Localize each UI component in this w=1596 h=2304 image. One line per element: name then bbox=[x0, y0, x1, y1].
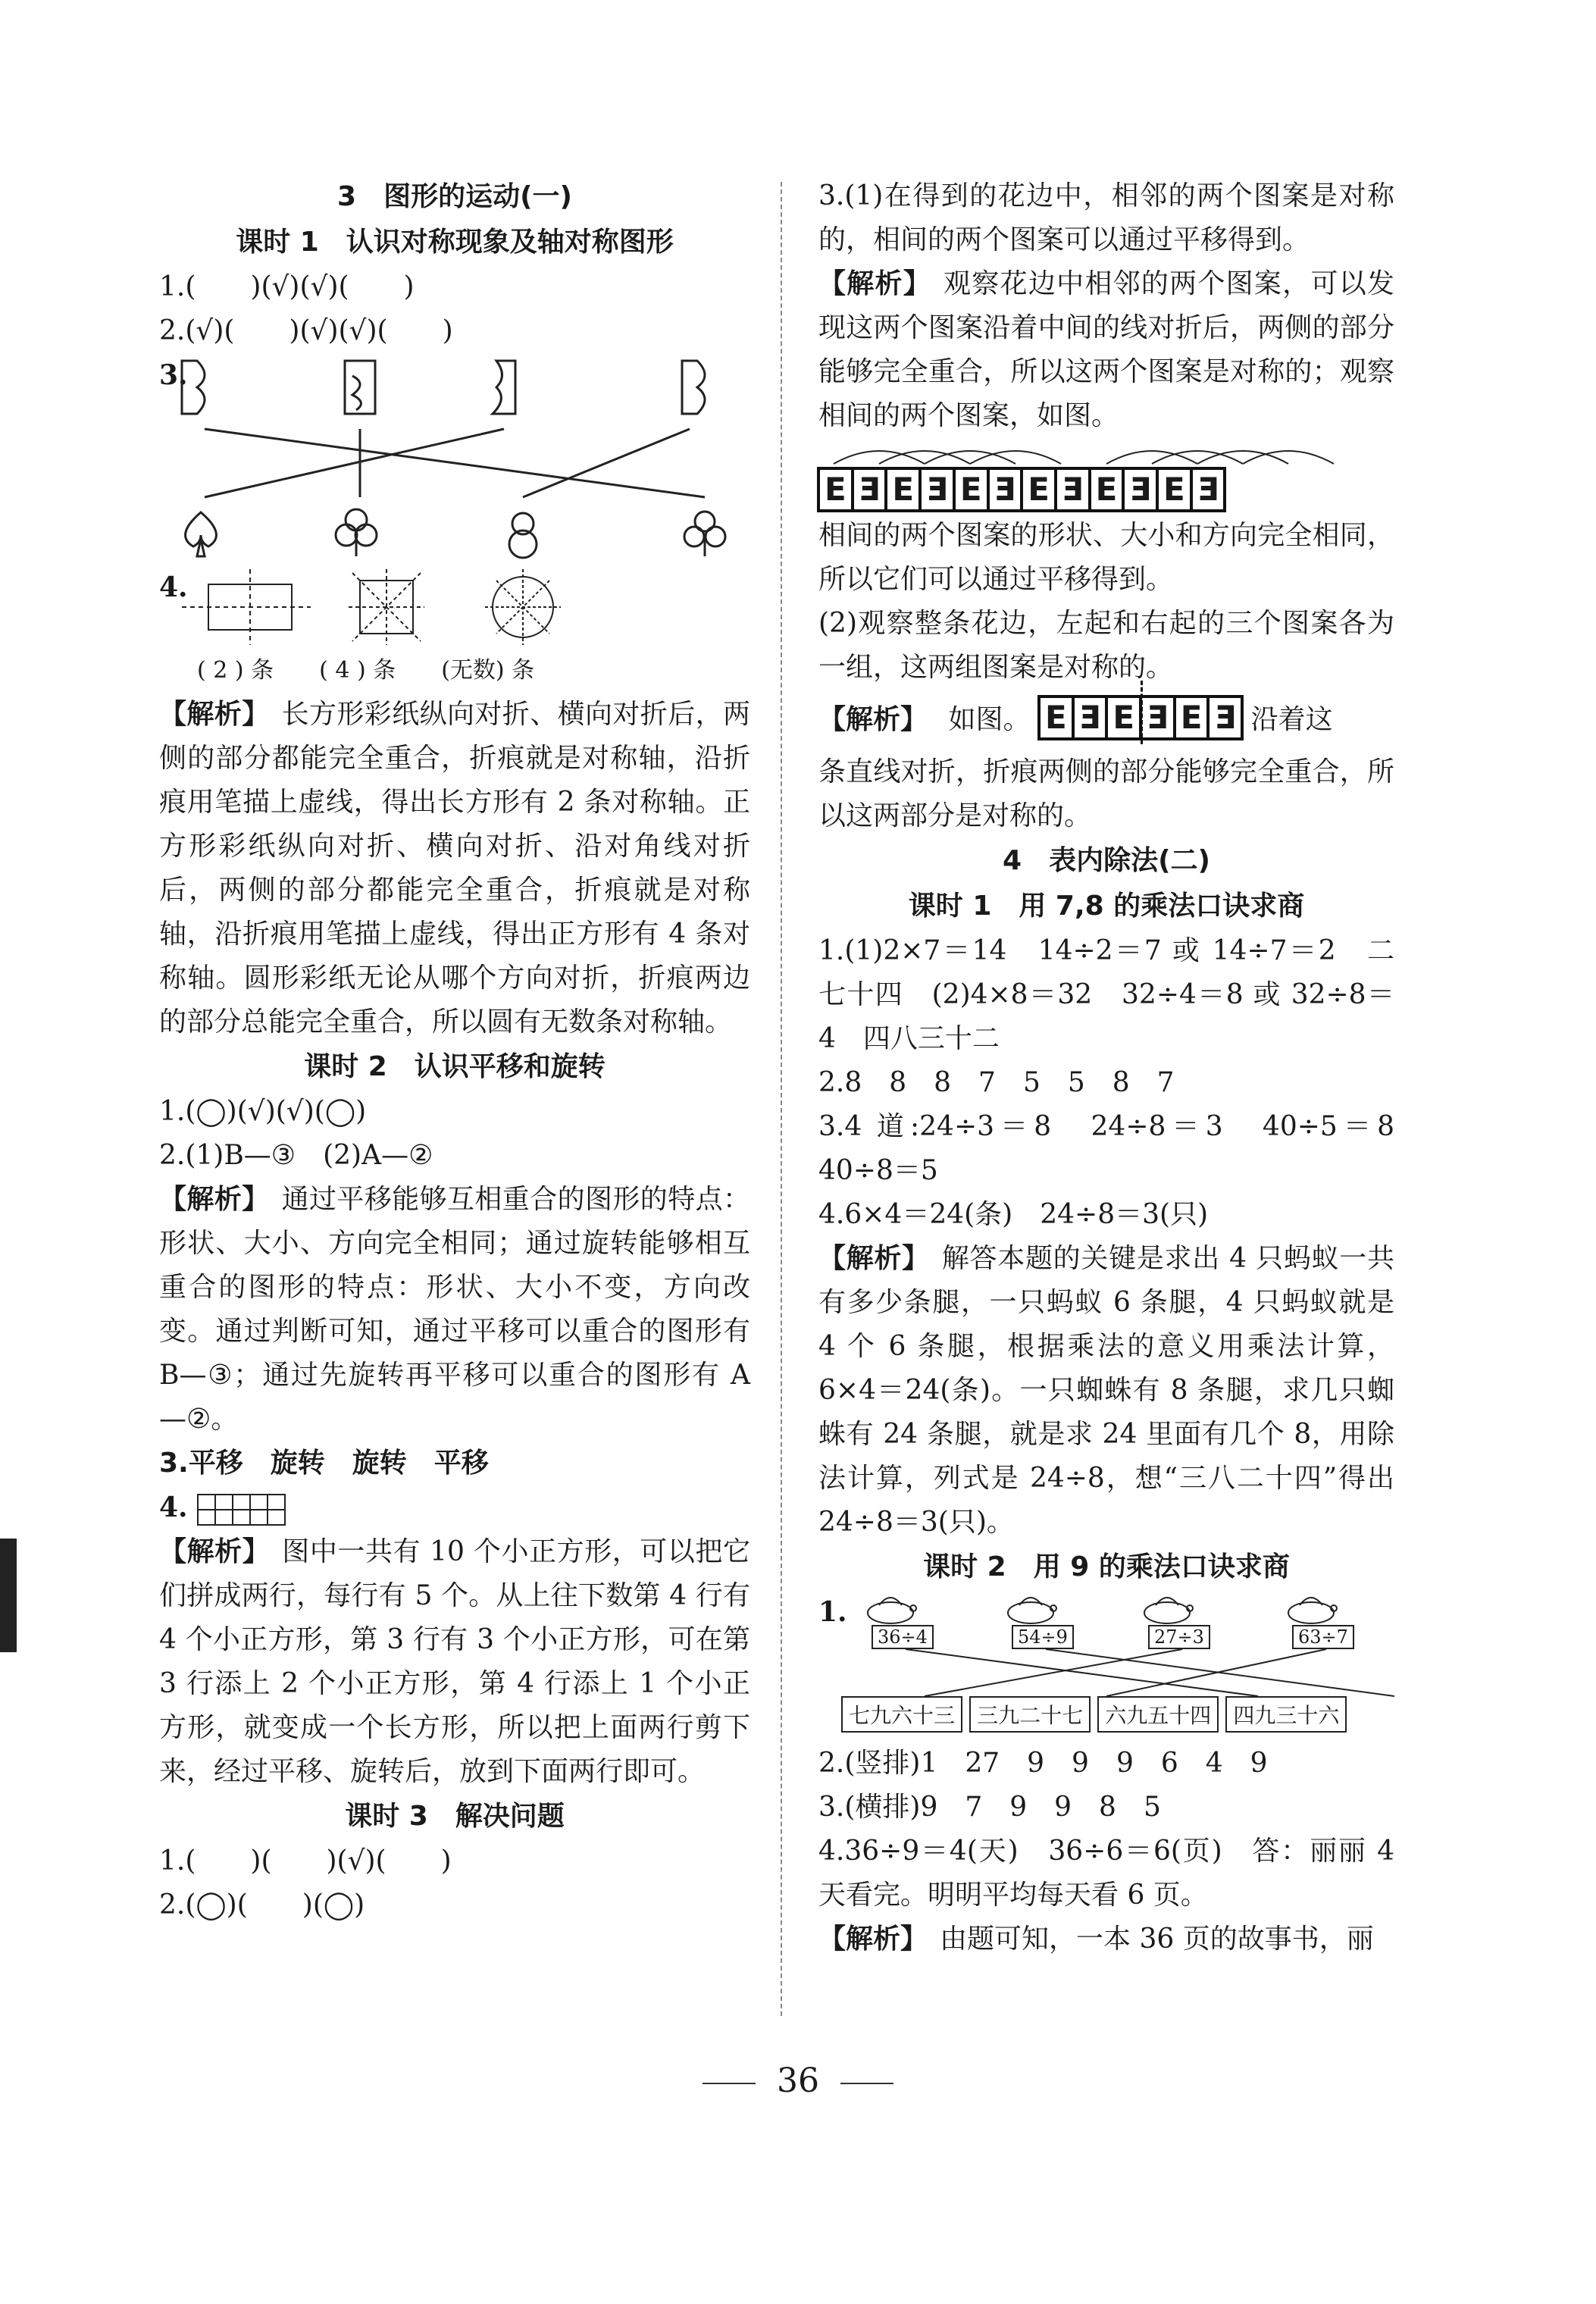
l2-q1: 1.(◯)(√)(√)(◯) bbox=[159, 1096, 367, 1127]
bird-matching-figure bbox=[818, 1590, 1394, 1742]
e-pattern-cell: E bbox=[884, 467, 922, 512]
scan-ink-mark bbox=[0, 1539, 17, 1652]
e-pattern-cell: Ǝ bbox=[1206, 695, 1244, 740]
r-analysis-2 bbox=[818, 690, 1394, 750]
analysis-tag: 【解析】 bbox=[159, 699, 270, 730]
analysis-tag: 【解析】 bbox=[818, 1243, 930, 1274]
answer-box-4: 四九三十六 bbox=[1225, 1696, 1347, 1733]
answer-box-2: 三九二十七 bbox=[969, 1696, 1091, 1733]
l2-analysis bbox=[159, 1178, 750, 1442]
e-pattern-figure bbox=[818, 438, 1394, 514]
e-pattern-row bbox=[818, 467, 1225, 512]
r-l2-q2: 2.(竖排)1 27 9 9 9 6 4 9 bbox=[818, 1748, 1268, 1779]
analysis-tag: 【解析】 bbox=[159, 1536, 271, 1567]
l2-analysis-2 bbox=[159, 1530, 750, 1794]
answer-box-1: 七九六十三 bbox=[841, 1696, 962, 1733]
r-analysis-1-text: 观察花边中相邻的两个图案，可以发现这两个图案沿着中间的线对折后，两侧的部分能够完全重合，所以这两个图案是对称的；观察相间的两个图案，如图。 bbox=[818, 268, 1394, 431]
l1-analysis-text: 长方形彩纸纵向对折、横向对折后，两侧的部分都能完全重合，折痕就是对称轴，沿折痕用笔描上虚线，得出长方形有 2 条对称轴。正方形彩纸纵向对折、横向对折、沿对角线对折后，两侧的部分都能完全重合，折痕就是对称轴，沿折痕用笔描上虚线，得出正方形有 4 条对称轴。圆形彩纸无论从哪个方向对折，折痕两边的部分总能完全重合，所以圆有无数条对称轴。 bbox=[159, 699, 750, 1038]
half-shape-1 bbox=[182, 361, 205, 414]
e-pattern-cell: E bbox=[953, 467, 990, 512]
l2-analysis-2-text: 图中一共有 10 个小正方形，可以把它们拼成两行，每行有 5 个。从上往下数第 4 行有 4 个小正方形，第 3 行有 3 个小正方形，可在第 3 行添上 2 个小正方形，第 4 行添上 1 个小正方形，就变成一个长方形，所以把上面两行剪下来，经过平移、旋转后，放到下面两行即可。 bbox=[159, 1536, 750, 1787]
e-pattern-cell: E bbox=[1088, 467, 1125, 512]
axis-shapes bbox=[159, 565, 750, 649]
e-pattern-cell: Ǝ bbox=[1054, 467, 1091, 512]
bird-icon bbox=[1288, 1598, 1337, 1623]
e-pattern-cell: E bbox=[817, 467, 854, 512]
r-l1-q4: 4.6×4＝24(条) 24÷8＝3(只) bbox=[818, 1199, 1209, 1230]
translation-arcs bbox=[818, 438, 1394, 465]
right-column bbox=[818, 174, 1422, 1961]
l2-q3: 3.平移 旋转 旋转 平移 bbox=[159, 1448, 489, 1479]
e-pattern-row-2 bbox=[1039, 690, 1242, 750]
bird-icon bbox=[1144, 1598, 1193, 1623]
r-analysis-3 bbox=[818, 1237, 1394, 1545]
analysis-tag: 【解析】 bbox=[818, 1924, 928, 1955]
r-l2-q4: 4.36÷9＝4(天) 36÷6＝6(页) 答：丽丽 4 天看完。明明平均每天看 6 页。 bbox=[818, 1836, 1394, 1911]
l2-q4 bbox=[159, 1485, 750, 1530]
symmetry-axis bbox=[1141, 681, 1143, 744]
bird-label-3: 27÷3 bbox=[1148, 1625, 1210, 1649]
half-shape-3 bbox=[493, 361, 515, 414]
page-rule-right bbox=[840, 2083, 893, 2084]
e-pattern-cell: E bbox=[1105, 695, 1142, 740]
e-pattern-cell: E bbox=[1037, 695, 1075, 740]
r-analysis-4 bbox=[818, 1917, 1394, 1961]
e-pattern-cell: Ǝ bbox=[1190, 467, 1227, 512]
l1-q2: 2.(√)( )(√)(√)( ) bbox=[159, 315, 453, 346]
l2-q2: 2.(1)B—③ (2)A—② bbox=[159, 1140, 433, 1171]
bird-label-1: 36÷4 bbox=[872, 1625, 934, 1649]
bird-label-4: 63÷7 bbox=[1292, 1625, 1354, 1649]
symmetry-figure bbox=[159, 565, 750, 649]
lesson-3-title: 课时 3 解决问题 bbox=[345, 1801, 565, 1832]
r-analysis-2-post: 沿着这 bbox=[1250, 704, 1333, 735]
l2-q4-num: 4. bbox=[159, 1492, 188, 1523]
matching-lines bbox=[159, 353, 750, 565]
e-pattern-cell: Ǝ bbox=[1122, 467, 1159, 512]
e-pattern-cell: Ǝ bbox=[918, 467, 956, 512]
bird-label-2: 54÷9 bbox=[1012, 1625, 1074, 1649]
r-analysis-2b: 条直线对折，折痕两侧的部分能够完全重合，所以这两部分是对称的。 bbox=[818, 756, 1394, 831]
r-l1-q1: 1.(1)2×7＝14 14÷2＝7 或 14÷7＝2 二七十四 (2)4×8＝32 32÷4＝8 或 32÷8＝4 四八三十二 bbox=[818, 935, 1394, 1054]
r-l2-q3: 3.(横排)9 7 9 9 8 5 bbox=[818, 1792, 1161, 1823]
half-shape-2 bbox=[345, 361, 375, 414]
e-pattern-cell: Ǝ bbox=[1072, 695, 1109, 740]
answer-box-3: 六九五十四 bbox=[1097, 1696, 1219, 1733]
bird-icon bbox=[868, 1598, 916, 1623]
l1-q1: 1.( )(√)(√)( ) bbox=[159, 271, 415, 302]
r-q3-2: (2)观察整条花边，左起和右起的三个图案各为一组，这两组图案是对称的。 bbox=[818, 608, 1394, 683]
r-q3: 3.(1)在得到的花边中，相邻的两个图案是对称的，相间的两个图案可以通过平移得到。 bbox=[818, 180, 1394, 255]
e-pattern-cell: E bbox=[1156, 467, 1193, 512]
left-column bbox=[159, 174, 750, 1927]
l3-q2: 2.(◯)( )(◯) bbox=[159, 1889, 365, 1921]
r-lesson-2-title: 课时 2 用 9 的乘法口诀求商 bbox=[923, 1551, 1290, 1582]
section-title-3: 3 图形的运动(一) bbox=[337, 181, 572, 212]
section-title-4: 4 表内除法(二) bbox=[1003, 845, 1210, 876]
l1-analysis bbox=[159, 693, 750, 1044]
club-icon bbox=[346, 509, 367, 531]
l2-analysis-text: 通过平移能够互相重合的图形的特点：形状、大小、方向完全相同；通过旋转能够相互重合的图形的特点：形状、大小不变，方向改变。通过判断可知，通过平移可以重合的图形有 B—③；通过先旋转再平移可以重合的图形有 A—②。 bbox=[159, 1184, 750, 1435]
page-rule-left bbox=[703, 2083, 756, 2084]
r-lesson-1-title: 课时 1 用 7,8 的乘法口诀求商 bbox=[908, 891, 1305, 922]
spade-icon bbox=[186, 512, 217, 556]
answer-boxes bbox=[841, 1696, 1350, 1733]
r-analysis-2-pre: 如图。 bbox=[948, 704, 1031, 735]
page-number bbox=[0, 2061, 1596, 2100]
r-analysis-1b: 相间的两个图案的形状、大小和方向完全相同，所以它们可以通过平移得到。 bbox=[818, 520, 1394, 595]
matching-figure bbox=[159, 353, 750, 565]
e-pattern-cell: E bbox=[1173, 695, 1210, 740]
lesson-2-title: 课时 2 认识平移和旋转 bbox=[304, 1051, 606, 1082]
r-l1-q2: 2.8 8 8 7 5 5 8 7 bbox=[818, 1067, 1175, 1098]
analysis-tag: 【解析】 bbox=[818, 268, 932, 299]
r-analysis-4-text: 由题可知，一本 36 页的故事书，丽 bbox=[940, 1924, 1374, 1955]
lesson-1-title: 课时 1 认识对称现象及轴对称图形 bbox=[236, 227, 674, 258]
analysis-tag: 【解析】 bbox=[818, 704, 928, 735]
l1-q3-num: 3. bbox=[159, 359, 188, 391]
r-l1-q3: 3.4 道:24÷3＝8 24÷8＝3 40÷5＝8 40÷8＝5 bbox=[818, 1111, 1422, 1186]
grid-figure bbox=[196, 1493, 287, 1526]
e-pattern-cell: Ǝ bbox=[987, 467, 1024, 512]
r-analysis-1 bbox=[818, 262, 1394, 438]
l1-q4-caption: ( 2 ) 条 ( 4 ) 条 (无数) 条 bbox=[197, 657, 535, 684]
l1-q4-num: 4. bbox=[159, 571, 188, 603]
e-pattern-cell: Ǝ bbox=[851, 467, 888, 512]
e-pattern-cell: E bbox=[1020, 467, 1057, 512]
half-shape-4 bbox=[682, 361, 705, 414]
l3-q1: 1.( )( )(√)( ) bbox=[159, 1845, 452, 1877]
page-number-value: 36 bbox=[777, 2061, 819, 2100]
analysis-tag: 【解析】 bbox=[159, 1184, 270, 1215]
r-l2-q1-num: 1. bbox=[818, 1596, 847, 1628]
bird-icon bbox=[1008, 1598, 1056, 1623]
e-pattern-cell: Ǝ bbox=[1139, 695, 1176, 740]
column-divider bbox=[781, 182, 782, 2016]
r-analysis-3-text: 解答本题的关键是求出 4 只蚂蚁一共有多少条腿，一只蚂蚁 6 条腿，4 只蚂蚁就是 4 个 6 条腿，根据乘法的意义用乘法计算，6×4＝24(条)。一只蜘蛛有 8 条腿，求几只蜘蛛有 24 条腿，就是求 24 里面有几个 8，用除法计算，列式是 24÷8，想“三八二十四”得出 24÷8＝3(只)。 bbox=[818, 1243, 1394, 1538]
